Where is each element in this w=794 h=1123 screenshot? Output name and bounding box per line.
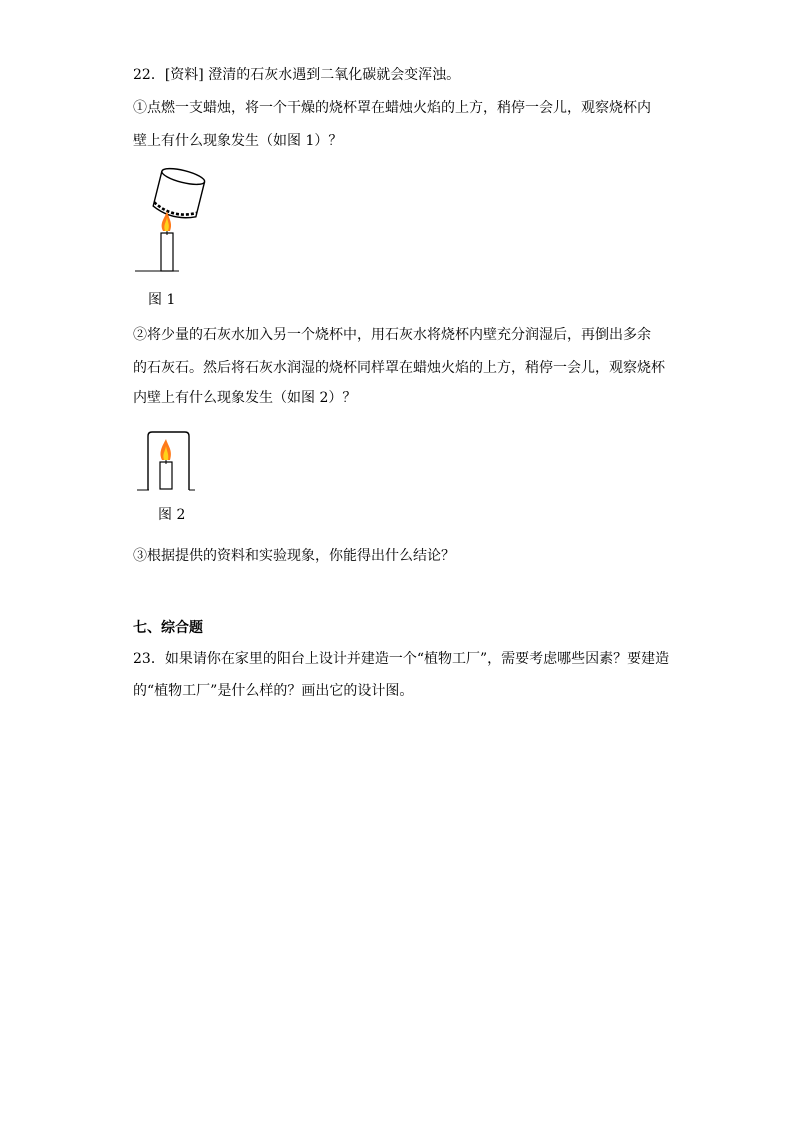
q22-step1-line2: 壁上有什么现象发生（如图 1）？ bbox=[133, 133, 343, 149]
q23-line2: 的“植物工厂”是什么样的？画出它的设计图。 bbox=[133, 683, 414, 699]
figure-1-beaker-over-candle bbox=[135, 163, 215, 278]
q22-step2-line1: ②将少量的石灰水加入另一个烧杯中，用石灰水将烧杯内壁充分润湿后，再倒出多余 bbox=[133, 327, 651, 343]
q22-intro: 22．[资料] 澄清的石灰水遇到二氧化碳就会变浑浊。 bbox=[133, 67, 461, 83]
q22-step1-line1: ①点燃一支蜡烛，将一个干燥的烧杯罩在蜡烛火焰的上方，稍停一会儿，观察烧杯内 bbox=[133, 100, 651, 116]
figure-2-caption: 图 2 bbox=[158, 507, 186, 523]
figure-1-caption: 图 1 bbox=[148, 292, 176, 308]
q22-step3: ③根据提供的资料和实验现象，你能得出什么结论？ bbox=[133, 548, 455, 564]
q22-step2-line2: 的石灰石。然后将石灰水润湿的烧杯同样罩在蜡烛火焰的上方，稍停一会儿，观察烧杯 bbox=[133, 360, 665, 376]
q22-step2-line3: 内壁上有什么现象发生（如图 2）？ bbox=[133, 390, 357, 406]
section-7-heading: 七、综合题 bbox=[133, 620, 203, 636]
q23-line1: 23．如果请你在家里的阳台上设计并建造一个“植物工厂”，需要考虑哪些因素？要建造 bbox=[133, 651, 670, 667]
figure-2-beaker-over-candle bbox=[135, 430, 200, 495]
